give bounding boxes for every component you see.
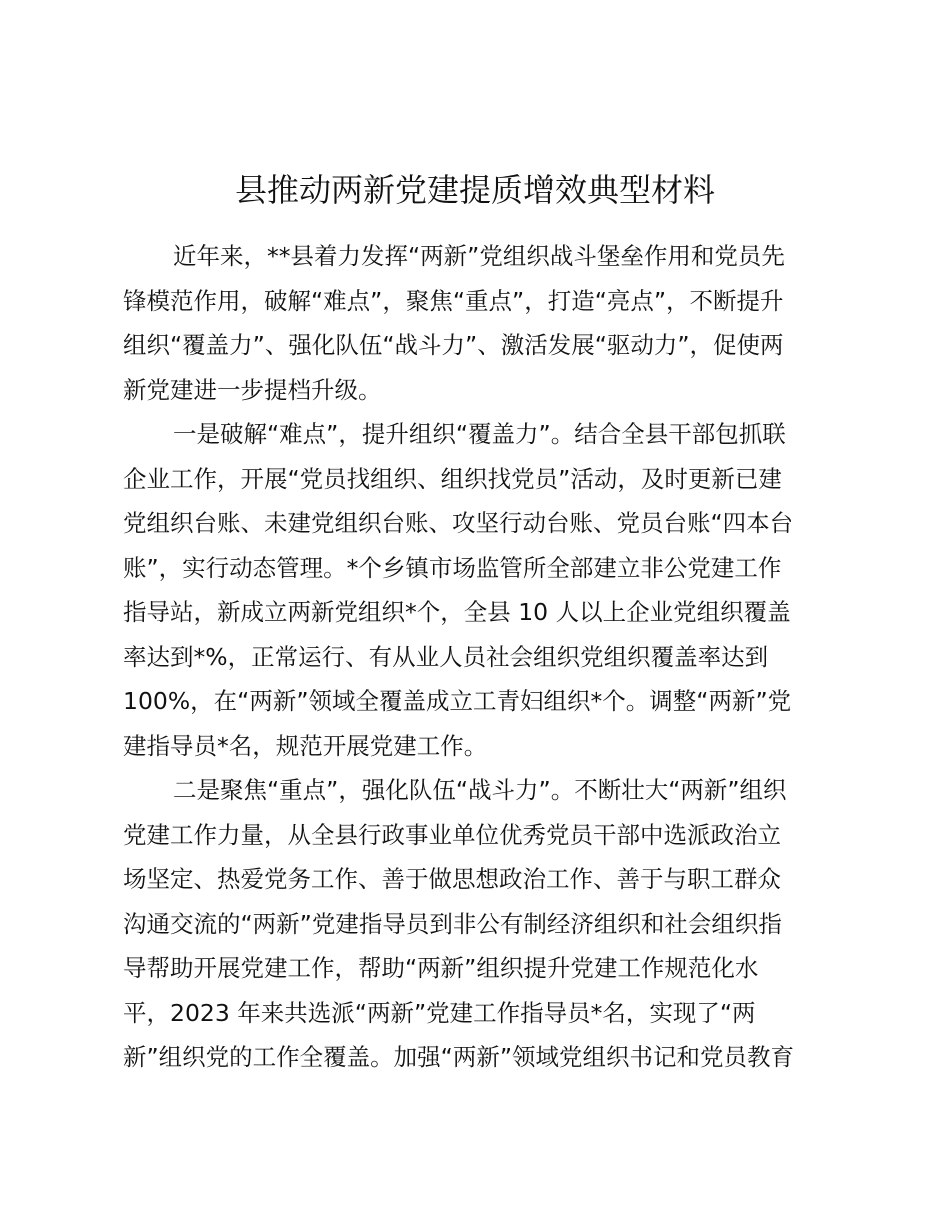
- document-title: 县推动两新党建提质增效典型材料: [234, 171, 715, 209]
- text-line: 企业工作，开展“党员找组织、组织找党员”活动，及时更新已建: [123, 464, 782, 493]
- text-line: 沟通交流的“两新”党建指导员到非公有制经济组织和社会组织指: [123, 909, 782, 938]
- text-line: 建指导员*名，规范开展党建工作。: [123, 731, 488, 760]
- text-line: 平，2023 年来共选派“两新”党建工作指导员*名，实现了“两: [123, 998, 756, 1027]
- text-line: 率达到*%，正常运行、有从业人员社会组织党组织覆盖率达到: [123, 642, 769, 671]
- text-line: 二是聚焦“重点”，强化队伍“战斗力”。不断壮大“两新”组织: [173, 776, 787, 804]
- text-line: 账”，实行动态管理。*个乡镇市场监管所全部建立非公党建工作: [123, 553, 782, 582]
- text-line: 近年来，**县着力发挥“两新”党组织战斗堡垒作用和党员先: [173, 242, 785, 270]
- text-line: 新”组织党的工作全覆盖。加强“两新”领域党组织书记和党员教育: [123, 1043, 795, 1071]
- text-line: 锋模范作用，破解“难点”，聚焦“重点”，打造“亮点”，不断提升: [123, 286, 784, 315]
- text-line: 组织“覆盖力”、强化队伍“战斗力”、激活发展“驱动力”，促使两: [123, 331, 784, 359]
- paragraph-intro: [123, 234, 835, 412]
- paragraph-section-2: [123, 768, 835, 1080]
- text-line: 党组织台账、未建党组织台账、攻坚行动台账、党员台账“四本台: [123, 509, 794, 537]
- paragraph-section-1: [123, 412, 835, 768]
- text-line: 党建工作力量，从全县行政事业单位优秀党员干部中选派政治立: [123, 820, 781, 849]
- text-line: 新党建进一步提档升级。: [123, 375, 382, 404]
- document-body: [123, 234, 835, 1080]
- text-line: 100%，在“两新”领域全覆盖成立工青妇组织*个。调整“两新”党: [123, 687, 792, 715]
- text-line: 场坚定、热爱党务工作、善于做思想政治工作、善于与职工群众: [123, 865, 781, 893]
- text-line: 一是破解“难点”，提升组织“覆盖力”。结合全县干部包抓联: [173, 420, 786, 448]
- text-line: 导帮助开展党建工作，帮助“两新”组织提升党建工作规范化水: [123, 954, 759, 982]
- text-line: 指导站，新成立两新党组织*个，全县 10 人以上企业党组织覆盖: [123, 598, 791, 626]
